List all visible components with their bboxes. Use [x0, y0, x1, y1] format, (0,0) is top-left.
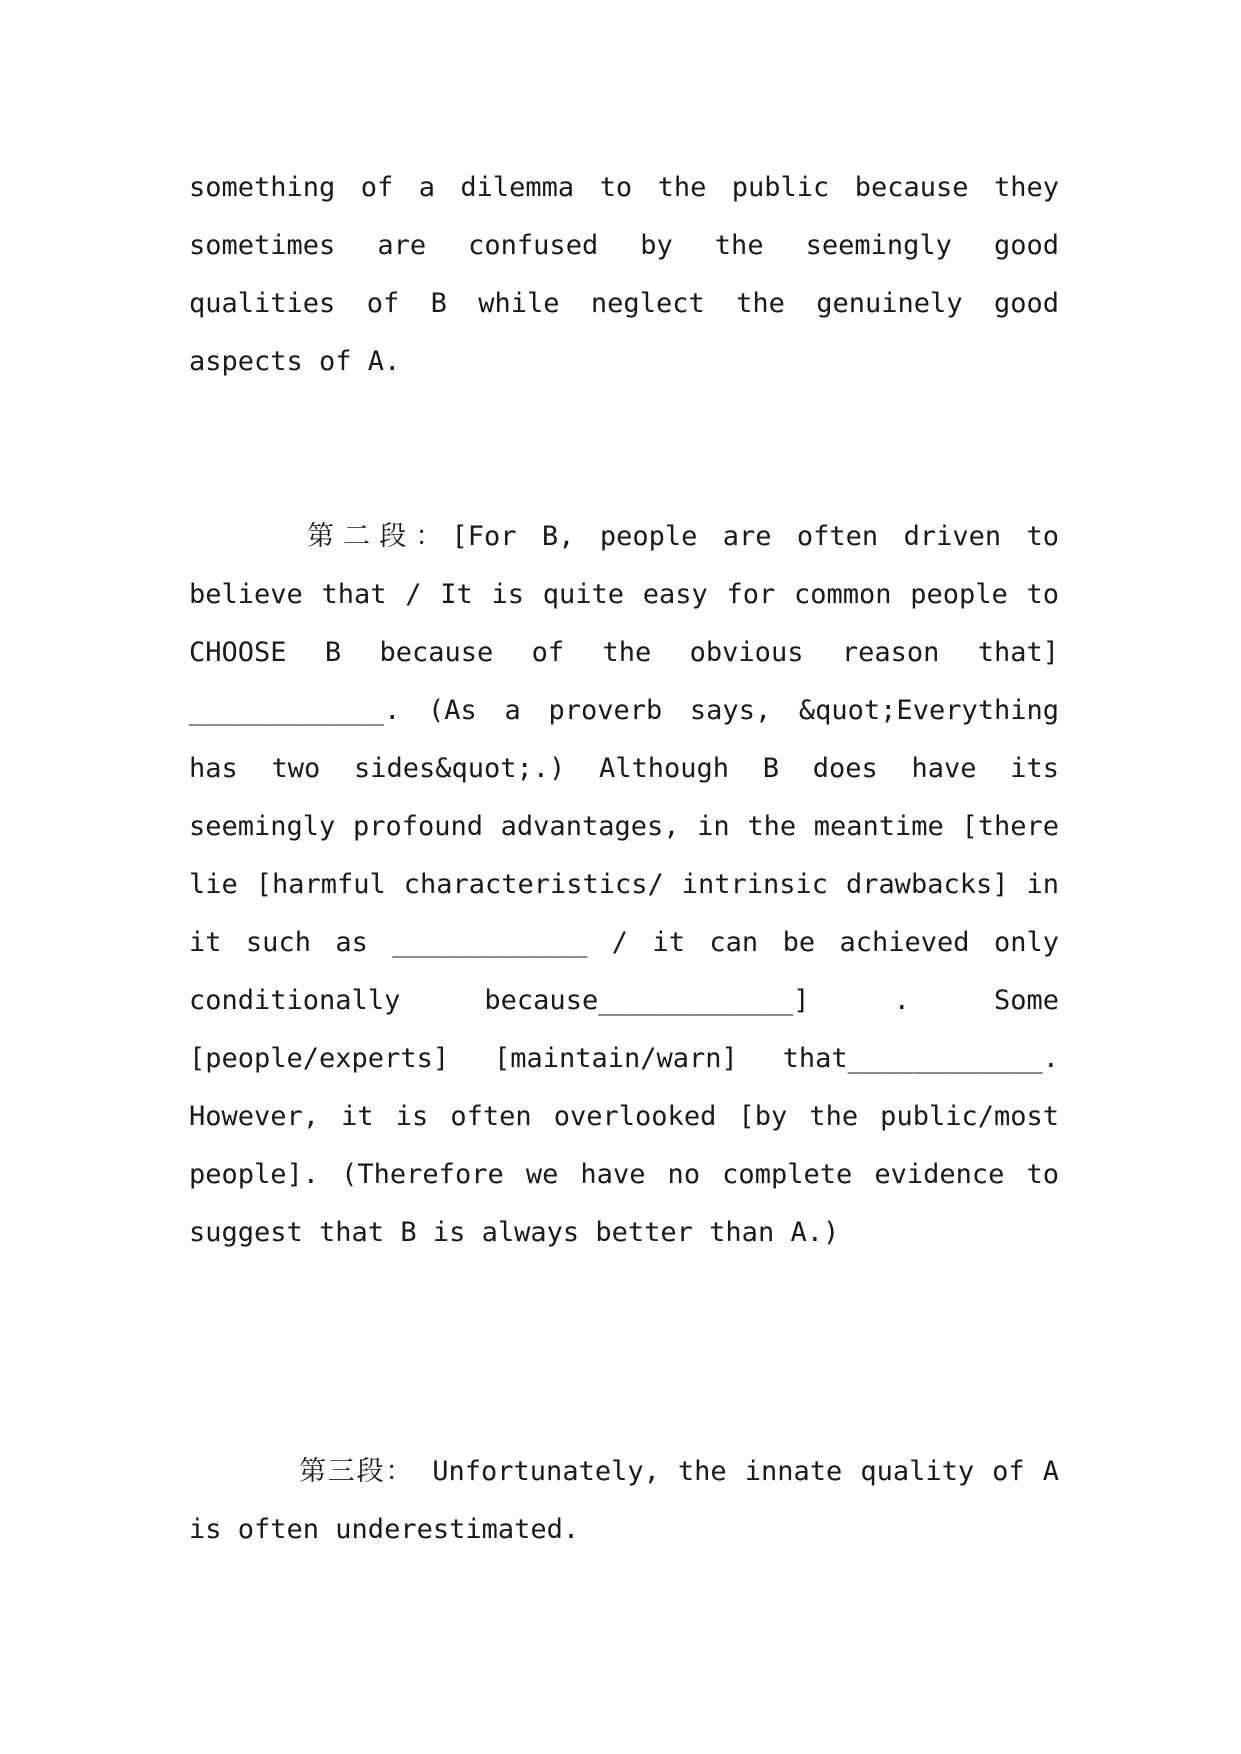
paragraph-third-section: 第三段： Unfortunately, the innate quality of A is often underestimated.	[189, 1456, 1059, 1545]
paragraph-intro-continuation: something of a dilemma to the public because they sometimes are confused by the seemingly good qualities of B while neglect the genuinely good aspects of A.	[189, 172, 1059, 377]
paragraph-second-section: 第二段：[For B, people are often driven to believe that / It is quite easy for common people to CHOOSE B because of the obvious reason that] ____________. (As a proverb says, &quot;Everything has two sides&quot;.) Although B does have its seemingly profound advantages, in the meantime [there lie [harmful characteristics/ intrinsic drawbacks] in it such as ____________ / it can be achieved only conditionally because____________] . Some [people/experts] [maintain/warn] that____________. However, it is often overlooked [by the public/most people]. (Therefore we have no complete evidence to suggest that B is always better than A.)	[189, 521, 1059, 1248]
